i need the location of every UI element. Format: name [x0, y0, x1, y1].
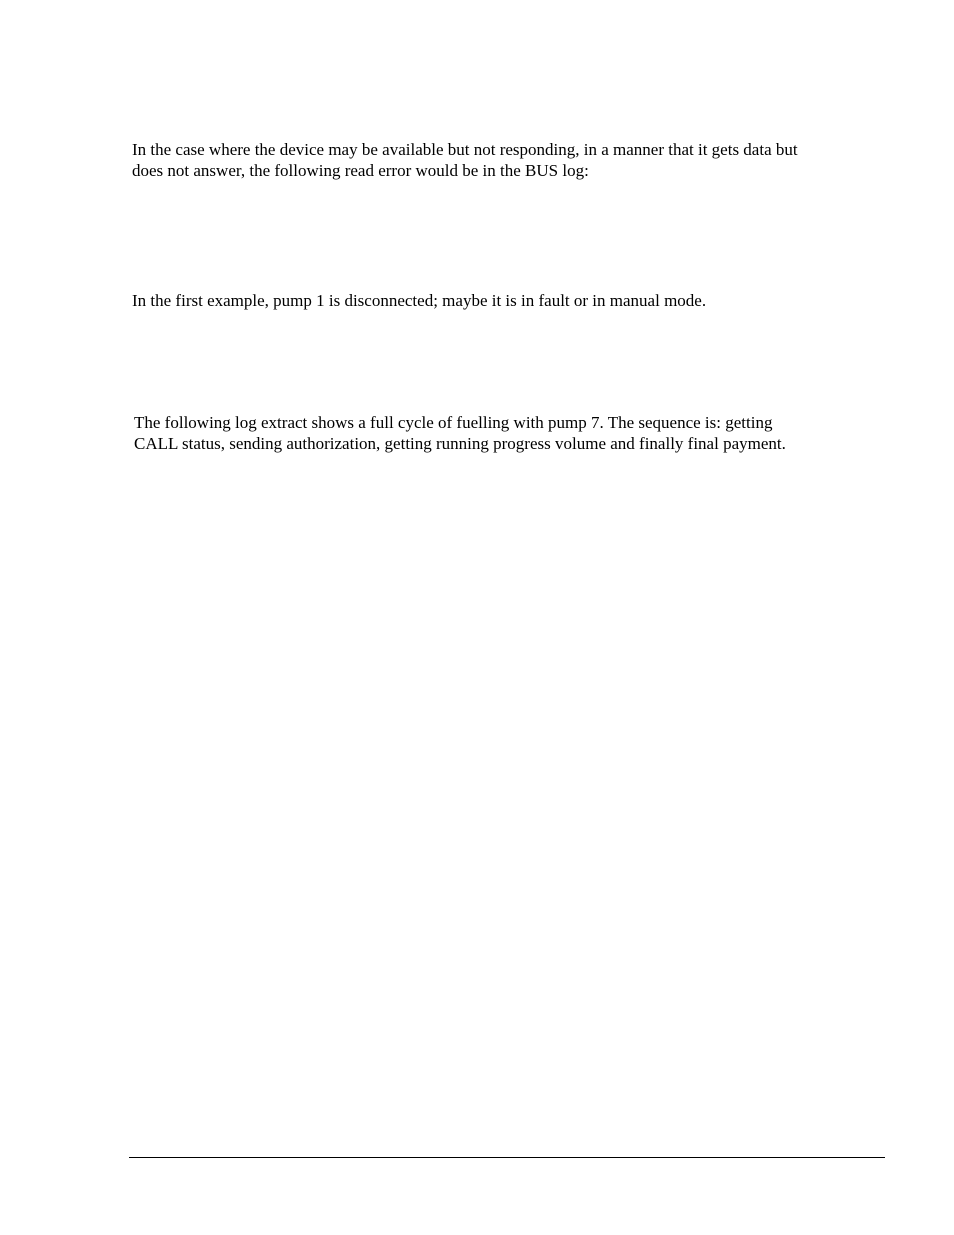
- paragraph-fuelling-cycle: [134, 412, 786, 454]
- paragraph-first-example: [132, 290, 706, 311]
- footer-divider: [129, 1157, 885, 1158]
- text-line: CALL status, sending authorization, getting running progress volume and finally final payment.: [134, 434, 786, 453]
- text-line: does not answer, the following read error would be in the BUS log:: [132, 161, 589, 180]
- text-line: In the case where the device may be available but not responding, in a manner that it gets data but: [132, 140, 798, 159]
- paragraph-device-not-responding: [132, 139, 798, 181]
- text-line: In the first example, pump 1 is disconnected; maybe it is in fault or in manual mode.: [132, 291, 707, 310]
- text-line: The following log extract shows a full cycle of fuelling with pump 7. The sequence is: getting: [134, 413, 773, 432]
